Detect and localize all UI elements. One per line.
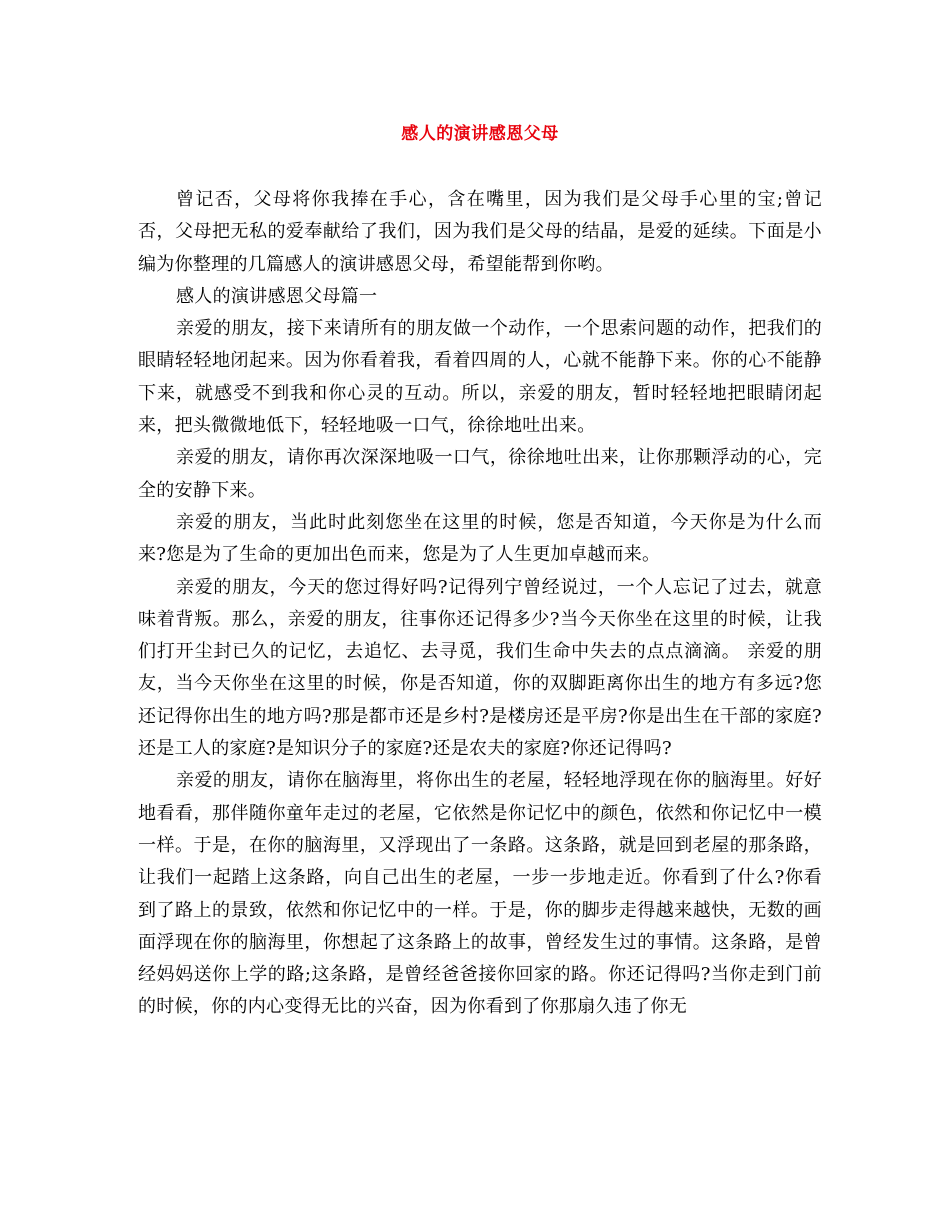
paragraph: 亲爱的朋友，今天的您过得好吗?记得列宁曾经说过，一个人忘记了过去，就意味着背叛。那么，亲爱的朋友，往事你还记得多少?当今天你坐在这里的时候，让我们打开尘封已久的记忆，去追忆、去寻觅，我们生命中失去的点点滴滴。 亲爱的朋友，当今天你坐在这里的时候，你是否知道，你的双脚距离你出生的地方有多远?您还记得你出生的地方吗?那是都市还是乡村?是楼房还是平房?你是出生在干部的家庭?还是工人的家庭?是知识分子的家庭?还是农夫的家庭?你还记得吗? [138, 576, 822, 760]
paragraph: 亲爱的朋友，当此时此刻您坐在这里的时候，您是否知道，今天你是为什么而来?您是为了生命的更加出色而来，您是为了人生更加卓越而来。 [138, 511, 822, 566]
paragraph: 亲爱的朋友，请你再次深深地吸一口气，徐徐地吐出来，让你那颗浮动的心，完全的安静下来。 [138, 447, 822, 501]
paragraph-intro: 曾记否，父母将你我捧在手心，含在嘴里，因为我们是父母手心里的宝;曾记否，父母把无私的爱奉献给了我们，因为我们是父母的结晶，是爱的延续。下面是小编为你整理的几篇感人的演讲感恩父母，希望能帮到你哟。 [138, 189, 822, 275]
document-title: 感人的演讲感恩父母 [401, 124, 559, 144]
paragraph: 亲爱的朋友，请你在脑海里，将你出生的老屋，轻轻地浮现在你的脑海里。好好地看看，那伴随你童年走过的老屋，它依然是你记忆中的颜色，依然和你记忆中一模一样。于是，在你的脑海里，又浮现出了一条路。这条路，就是回到老屋的那条路，让我们一起踏上这条路，向自己出生的老屋，一步一步地走近。你看到了什么?你看到了路上的景致，依然和你记忆中的一样。于是，你的脚步走得越来越快，无数的画面浮现在你的脑海里，你想起了这条路上的故事，曾经发生过的事情。这条路，是曾经妈妈送你上学的路;这条路，是曾经爸爸接你回家的路。你还记得吗?当你走到门前的时候，你的内心变得无比的兴奋，因为你看到了你那扇久违了你无 [138, 770, 822, 1018]
document-page [138, 120, 822, 1024]
paragraph: 亲爱的朋友，接下来请所有的朋友做一个动作，一个思索问题的动作，把我们的眼睛轻轻地闭起来。因为你看着我，看着四周的人，心就不能静下来。你的心不能静下来，就感受不到我和你心灵的互动。所以，亲爱的朋友，暂时轻轻地把眼睛闭起来，把头微微地低下，轻轻地吸一口气，徐徐地吐出来。 [138, 318, 822, 437]
section-heading: 感人的演讲感恩父母篇一 [176, 285, 378, 307]
